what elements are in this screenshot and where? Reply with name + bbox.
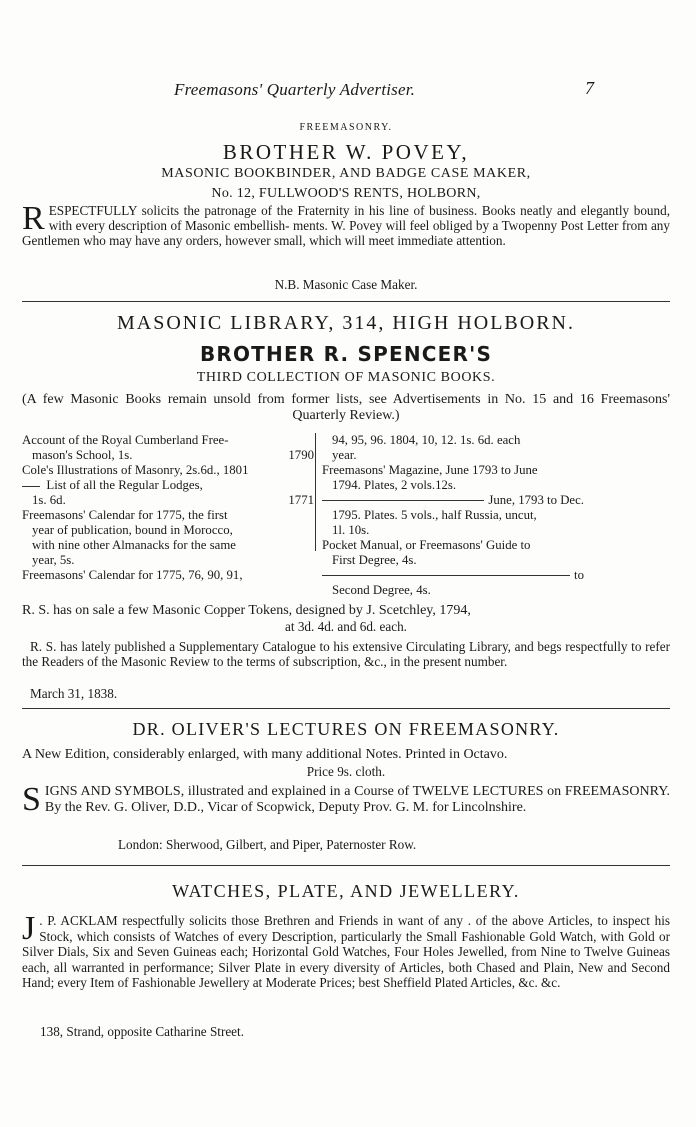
book-list-left	[22, 433, 314, 583]
povey-nb: N.B. Masonic Case Maker.	[274, 277, 418, 292]
povey-kicker: FREEMASONRY.	[299, 122, 393, 133]
spencer-tokens: R. S. has on sale a few Masonic Copper Tokens, designed by J. Scetchley, 1794,	[22, 603, 471, 618]
book-line: Second Degree, 4s.	[332, 583, 431, 597]
acklam-body	[22, 910, 670, 991]
book-line: year.	[332, 448, 357, 462]
book-line: 94, 95, 96. 1804, 10, 12. 1s. 6d. each	[332, 433, 521, 447]
acklam-heading: WATCHES, PLATE, AND JEWELLERY.	[172, 881, 520, 901]
povey-dropcap: R	[22, 200, 45, 237]
book-line: mason's School, 1s. 1790	[32, 448, 314, 462]
acklam-body-first: . P. ACKLAM respectfully solicits those Brethren and Friends in want of any	[39, 913, 463, 928]
book-line: with nine other Almanacks for the same	[32, 538, 236, 552]
book-line: 1l. 10s.	[332, 523, 370, 537]
divider	[22, 865, 670, 866]
oliver-body-first: IGNS AND SYMBOLS, illustrated and explained in a Course of TWELVE	[44, 784, 469, 799]
povey-address: No. 12, FULLWOOD'S RENTS, HOLBORN,	[211, 186, 481, 201]
book-line: 1795. Plates. 5 vols., half Russia, uncut,	[332, 508, 537, 522]
povey-body	[22, 200, 670, 248]
book-line: Freemasons' Calendar for 1775, the first	[22, 508, 228, 522]
oliver-edition: A New Edition, considerably enlarged, with many additional Notes. Printed in Octavo.	[22, 747, 508, 762]
spencer-subtitle: THIRD COLLECTION OF MASONIC BOOKS.	[196, 370, 496, 385]
spencer-catalogue: R. S. has lately published a Supplementary Catalogue to his extensive Circulating Library, and begs respectfully to refer the Readers of the Masonic Review to the terms of subscription, &c., in the present number.	[22, 639, 670, 669]
divider	[22, 708, 670, 709]
povey-body-first: ESPECTFULLY solicits the patronage of the Fraternity in his line of business.	[48, 203, 478, 218]
oliver-body-rest: LECTURES on FREEMASONRY. By the Rev. G. Oliver, D.D., Vicar of Scopwick, Deputy Prov. G. M. for Lincolnshire.	[44, 784, 671, 815]
book-line: to	[322, 568, 584, 583]
oliver-body	[22, 781, 671, 818]
page-number: 7	[585, 78, 594, 98]
acklam-dropcap: J	[22, 910, 36, 947]
acklam-address: 138, Strand, opposite Catharine Street.	[40, 1024, 245, 1039]
book-line: Cole's Illustrations of Masonry, 2s.6d., 1801	[22, 463, 249, 477]
book-line: June, 1793 to Dec.	[322, 493, 584, 508]
book-line: Freemasons' Magazine, June 1793 to June	[322, 463, 538, 477]
book-line: 1794. Plates, 2 vols.12s.	[332, 478, 457, 492]
povey-body-rest: Books neatly and elegantly bound, with every description of Masonic embellish- ments. W. Povey will feel obliged by a Twopenny Post Letter from any Gentlemen who may have any orders, however small, which will meet immediate attention.	[22, 203, 670, 248]
acklam-body-rest: . of the above Articles, to inspect his Stock, which consists of Watches of every Description, particularly the Small Fashionable Gold Watch, with Gold or Silver Dials, Six and Seven Guineas each; Horizontal Gold Watches, Four Holes Jewelled, from Nine to Twelve Guineas each, all warranted in performance; Silver Plate in every diversity of Articles, both Chased and Plain, New and Second Hand; every Item of Fashionable Jewellery at Moderate Prices; best Sheffield Plated Articles, &c. &c.	[22, 913, 670, 991]
oliver-publisher: London: Sherwood, Gilbert, and Piper, Paternoster Row.	[118, 837, 417, 852]
divider	[22, 301, 670, 302]
spencer-heading: MASONIC LIBRARY, 314, HIGH HOLBORN.	[117, 312, 575, 334]
povey-trade: MASONIC BOOKBINDER, AND BADGE CASE MAKER,	[161, 166, 531, 181]
book-line: year, 5s.	[32, 553, 75, 567]
book-line: 1s. 6d. 1771	[32, 493, 314, 507]
spencer-date: March 31, 1838.	[30, 686, 118, 701]
column-divider	[315, 433, 316, 551]
book-line: Account of the Royal Cumberland Free-	[22, 433, 229, 447]
book-list-right	[322, 433, 584, 598]
book-line: First Degree, 4s.	[332, 553, 417, 567]
spencer-tokens-prices: at 3d. 4d. and 6d. each.	[285, 619, 407, 634]
oliver-heading: DR. OLIVER'S LECTURES ON FREEMASONRY.	[132, 719, 560, 739]
spencer-note: (A few Masonic Books remain unsold from former lists, see Advertisements in No. 15 and 16 Freemasons' Quarterly Review.)	[22, 392, 670, 423]
book-line: Pocket Manual, or Freemasons' Guide to	[322, 538, 531, 552]
book-line: year of publication, bound in Morocco,	[32, 523, 233, 537]
oliver-price: Price 9s. cloth.	[306, 764, 386, 779]
oliver-dropcap: S	[22, 781, 41, 818]
running-head-title: Freemasons' Quarterly Advertiser.	[174, 80, 416, 99]
spencer-name: BROTHER R. SPENCER'S	[199, 342, 493, 366]
povey-name: BROTHER W. POVEY,	[222, 140, 470, 164]
book-line: List of all the Regular Lodges,	[22, 478, 314, 493]
book-line: Freemasons' Calendar for 1775, 76, 90, 91,	[22, 568, 243, 582]
